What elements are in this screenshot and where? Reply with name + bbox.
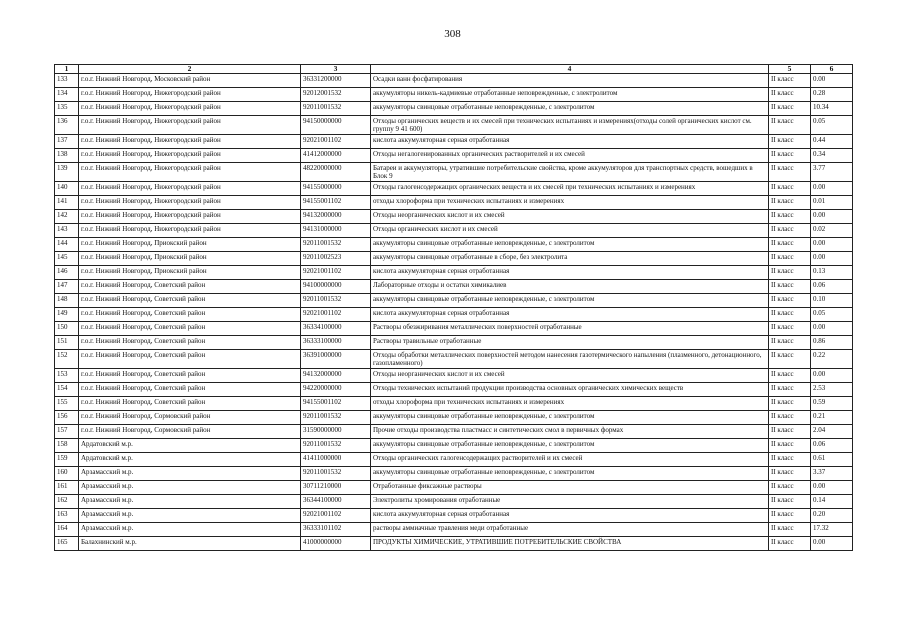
column-header: 1 — [55, 65, 79, 74]
table-row — [55, 210, 853, 224]
code-cell: 94155001102 — [301, 397, 371, 411]
table-row — [55, 294, 853, 308]
column-header: 6 — [811, 65, 853, 74]
hazard-class-cell: II класс — [769, 210, 811, 224]
code-cell: 92011001532 — [301, 294, 371, 308]
row-number-cell: 145 — [55, 252, 79, 266]
amount-cell: 0.00 — [811, 238, 853, 252]
amount-cell: 0.00 — [811, 182, 853, 196]
district-cell: г.о.г. Нижний Новгород, Приокский район — [79, 238, 301, 252]
code-cell: 94132000000 — [301, 369, 371, 383]
hazard-class-cell: II класс — [769, 266, 811, 280]
district-cell: Ардатовский м.р. — [79, 439, 301, 453]
hazard-class-cell: II класс — [769, 135, 811, 149]
waste-name-cell: отходы хлороформа при технических испытаниях и измерениях — [371, 196, 769, 210]
district-cell: г.о.г. Нижний Новгород, Нижегородский район — [79, 116, 301, 135]
hazard-class-cell: II класс — [769, 196, 811, 210]
code-cell: 36331200000 — [301, 74, 371, 88]
table-row — [55, 74, 853, 88]
row-number-cell: 164 — [55, 523, 79, 537]
column-header: 3 — [301, 65, 371, 74]
hazard-class-cell: II класс — [769, 350, 811, 369]
code-cell: 92011002523 — [301, 252, 371, 266]
column-header: 4 — [371, 65, 769, 74]
amount-cell: 0.02 — [811, 224, 853, 238]
amount-cell: 0.13 — [811, 266, 853, 280]
hazard-class-cell: II класс — [769, 322, 811, 336]
code-cell: 36333100000 — [301, 336, 371, 350]
table-row — [55, 149, 853, 163]
hazard-class-cell: II класс — [769, 467, 811, 481]
code-cell: 92021001102 — [301, 308, 371, 322]
district-cell: г.о.г. Нижний Новгород, Нижегородский район — [79, 163, 301, 182]
waste-name-cell: Отходы органических кислот и их смесей — [371, 224, 769, 238]
amount-cell: 0.59 — [811, 397, 853, 411]
waste-table — [54, 64, 853, 551]
district-cell: г.о.г. Нижний Новгород, Сормовский район — [79, 411, 301, 425]
table-row — [55, 467, 853, 481]
code-cell: 94132000000 — [301, 210, 371, 224]
row-number-cell: 142 — [55, 210, 79, 224]
row-number-cell: 137 — [55, 135, 79, 149]
hazard-class-cell: II класс — [769, 149, 811, 163]
hazard-class-cell: II класс — [769, 182, 811, 196]
row-number-cell: 144 — [55, 238, 79, 252]
row-number-cell: 152 — [55, 350, 79, 369]
table-row — [55, 163, 853, 182]
code-cell: 94100000000 — [301, 280, 371, 294]
code-cell: 92021001102 — [301, 135, 371, 149]
amount-cell: 0.14 — [811, 495, 853, 509]
amount-cell: 0.61 — [811, 453, 853, 467]
amount-cell: 2.04 — [811, 425, 853, 439]
waste-name-cell: кислота аккумуляторная серная отработанная — [371, 308, 769, 322]
amount-cell: 0.05 — [811, 308, 853, 322]
row-number-cell: 147 — [55, 280, 79, 294]
amount-cell: 0.34 — [811, 149, 853, 163]
waste-name-cell: Отходы органических галогенсодержащих растворителей и их смесей — [371, 453, 769, 467]
district-cell: г.о.г. Нижний Новгород, Нижегородский район — [79, 210, 301, 224]
table-row — [55, 495, 853, 509]
table-row — [55, 509, 853, 523]
row-number-cell: 163 — [55, 509, 79, 523]
table-row — [55, 383, 853, 397]
hazard-class-cell: II класс — [769, 308, 811, 322]
district-cell: г.о.г. Нижний Новгород, Нижегородский район — [79, 102, 301, 116]
waste-name-cell: аккумуляторы свинцовые отработанные неповрежденные, с электролитом — [371, 467, 769, 481]
row-number-cell: 136 — [55, 116, 79, 135]
waste-name-cell: аккумуляторы свинцовые отработанные неповрежденные, с электролитом — [371, 439, 769, 453]
district-cell: Арзамасский м.р. — [79, 523, 301, 537]
amount-cell: 0.86 — [811, 336, 853, 350]
hazard-class-cell: II класс — [769, 397, 811, 411]
row-number-cell: 148 — [55, 294, 79, 308]
row-number-cell: 141 — [55, 196, 79, 210]
hazard-class-cell: II класс — [769, 280, 811, 294]
amount-cell: 0.01 — [811, 196, 853, 210]
district-cell: Арзамасский м.р. — [79, 495, 301, 509]
amount-cell: 3.37 — [811, 467, 853, 481]
waste-name-cell: аккумуляторы свинцовые отработанные в сборе, без электролита — [371, 252, 769, 266]
table-row — [55, 425, 853, 439]
row-number-cell: 161 — [55, 481, 79, 495]
waste-name-cell: аккумуляторы никель-кадмиевые отработанные неповрежденные, с электролитом — [371, 88, 769, 102]
table-row — [55, 481, 853, 495]
district-cell: г.о.г. Нижний Новгород, Советский район — [79, 397, 301, 411]
amount-cell: 2.53 — [811, 383, 853, 397]
row-number-cell: 156 — [55, 411, 79, 425]
hazard-class-cell: II класс — [769, 509, 811, 523]
hazard-class-cell: II класс — [769, 224, 811, 238]
row-number-cell: 150 — [55, 322, 79, 336]
waste-name-cell: растворы аммиачные травления меди отработанные — [371, 523, 769, 537]
table-row — [55, 182, 853, 196]
amount-cell: 0.21 — [811, 411, 853, 425]
amount-cell: 0.00 — [811, 369, 853, 383]
amount-cell: 0.00 — [811, 481, 853, 495]
waste-name-cell: Отходы галогенсодержащих органических веществ и их смесей при технических испытаниях и измерениях — [371, 182, 769, 196]
code-cell: 94155001102 — [301, 196, 371, 210]
table-row — [55, 439, 853, 453]
district-cell: Ардатовский м.р. — [79, 453, 301, 467]
code-cell: 31590000000 — [301, 425, 371, 439]
code-cell: 92021001102 — [301, 266, 371, 280]
hazard-class-cell: II класс — [769, 238, 811, 252]
row-number-cell: 154 — [55, 383, 79, 397]
row-number-cell: 159 — [55, 453, 79, 467]
hazard-class-cell: II класс — [769, 495, 811, 509]
page-number: 308 — [444, 28, 461, 40]
row-number-cell: 158 — [55, 439, 79, 453]
waste-name-cell: ПРОДУКТЫ ХИМИЧЕСКИЕ, УТРАТИВШИЕ ПОТРЕБИТЕЛЬСКИЕ СВОЙСТВА — [371, 537, 769, 551]
hazard-class-cell: II класс — [769, 116, 811, 135]
waste-name-cell: Отходы неорганических кислот и их смесей — [371, 210, 769, 224]
district-cell: г.о.г. Нижний Новгород, Нижегородский район — [79, 196, 301, 210]
table-row — [55, 369, 853, 383]
code-cell: 36391000000 — [301, 350, 371, 369]
code-cell: 92011001532 — [301, 238, 371, 252]
district-cell: г.о.г. Нижний Новгород, Советский район — [79, 369, 301, 383]
hazard-class-cell: II класс — [769, 383, 811, 397]
amount-cell: 10.34 — [811, 102, 853, 116]
waste-name-cell: кислота аккумуляторная серная отработанная — [371, 509, 769, 523]
row-number-cell: 153 — [55, 369, 79, 383]
code-cell: 41000000000 — [301, 537, 371, 551]
amount-cell: 0.44 — [811, 135, 853, 149]
table-row — [55, 308, 853, 322]
district-cell: г.о.г. Нижний Новгород, Нижегородский район — [79, 149, 301, 163]
table-row — [55, 266, 853, 280]
amount-cell: 3.77 — [811, 163, 853, 182]
row-number-cell: 135 — [55, 102, 79, 116]
district-cell: г.о.г. Нижний Новгород, Советский район — [79, 383, 301, 397]
district-cell: г.о.г. Нижний Новгород, Советский район — [79, 280, 301, 294]
table-header-row — [55, 65, 853, 74]
amount-cell: 0.10 — [811, 294, 853, 308]
table-row — [55, 252, 853, 266]
waste-name-cell: Отходы негалогенированных органических растворителей и их смесей — [371, 149, 769, 163]
table-row — [55, 336, 853, 350]
amount-cell: 0.00 — [811, 322, 853, 336]
waste-name-cell: Отходы обработки металлических поверхностей методом нанесения газотермического напыления (плазменного, детонационного, газопламенного) — [371, 350, 769, 369]
district-cell: г.о.г. Нижний Новгород, Советский район — [79, 336, 301, 350]
hazard-class-cell: II класс — [769, 88, 811, 102]
waste-name-cell: кислота аккумуляторная серная отработанная — [371, 266, 769, 280]
row-number-cell: 146 — [55, 266, 79, 280]
code-cell: 92012001532 — [301, 88, 371, 102]
hazard-class-cell: II класс — [769, 411, 811, 425]
hazard-class-cell: II класс — [769, 481, 811, 495]
amount-cell: 17.32 — [811, 523, 853, 537]
code-cell: 92011001532 — [301, 467, 371, 481]
district-cell: г.о.г. Нижний Новгород, Советский район — [79, 308, 301, 322]
row-number-cell: 162 — [55, 495, 79, 509]
amount-cell: 0.00 — [811, 210, 853, 224]
district-cell: г.о.г. Нижний Новгород, Приокский район — [79, 252, 301, 266]
district-cell: г.о.г. Нижний Новгород, Нижегородский район — [79, 224, 301, 238]
hazard-class-cell: II класс — [769, 102, 811, 116]
code-cell: 36334100000 — [301, 322, 371, 336]
table-row — [55, 116, 853, 135]
code-cell: 36333101102 — [301, 523, 371, 537]
table-row — [55, 135, 853, 149]
amount-cell: 0.22 — [811, 350, 853, 369]
amount-cell: 0.06 — [811, 439, 853, 453]
waste-name-cell: Электролиты хромирования отработанные — [371, 495, 769, 509]
code-cell: 94131000000 — [301, 224, 371, 238]
amount-cell: 0.00 — [811, 252, 853, 266]
waste-name-cell: аккумуляторы свинцовые отработанные неповрежденные, с электролитом — [371, 238, 769, 252]
waste-name-cell: Отходы технических испытаний продукции производства основных органических химических веществ — [371, 383, 769, 397]
hazard-class-cell: II класс — [769, 74, 811, 88]
waste-name-cell: аккумуляторы свинцовые отработанные неповрежденные, с электролитом — [371, 102, 769, 116]
table-row — [55, 350, 853, 369]
hazard-class-cell: II класс — [769, 369, 811, 383]
district-cell: г.о.г. Нижний Новгород, Советский район — [79, 322, 301, 336]
table-row — [55, 537, 853, 551]
code-cell: 92011001532 — [301, 102, 371, 116]
waste-name-cell: Прочие отходы производства пластмасс и синтетических смол в первичных формах — [371, 425, 769, 439]
amount-cell: 0.05 — [811, 116, 853, 135]
table-body — [55, 74, 853, 551]
district-cell: г.о.г. Нижний Новгород, Московский район — [79, 74, 301, 88]
table-row — [55, 102, 853, 116]
row-number-cell: 138 — [55, 149, 79, 163]
code-cell: 48220000000 — [301, 163, 371, 182]
waste-name-cell: Растворы обезжиривания металлических поверхностей отработанные — [371, 322, 769, 336]
amount-cell: 0.00 — [811, 74, 853, 88]
row-number-cell: 133 — [55, 74, 79, 88]
waste-name-cell: отходы хлороформа при технических испытаниях и измерениях — [371, 397, 769, 411]
column-header: 2 — [79, 65, 301, 74]
code-cell: 41412000000 — [301, 149, 371, 163]
table-row — [55, 322, 853, 336]
district-cell: г.о.г. Нижний Новгород, Сормовский район — [79, 425, 301, 439]
district-cell: Арзамасский м.р. — [79, 467, 301, 481]
code-cell: 92011001532 — [301, 411, 371, 425]
table-row — [55, 88, 853, 102]
waste-name-cell: аккумуляторы свинцовые отработанные неповрежденные, с электролитом — [371, 294, 769, 308]
amount-cell: 0.00 — [811, 537, 853, 551]
row-number-cell: 165 — [55, 537, 79, 551]
hazard-class-cell: II класс — [769, 537, 811, 551]
code-cell: 92021001102 — [301, 509, 371, 523]
row-number-cell: 139 — [55, 163, 79, 182]
row-number-cell: 157 — [55, 425, 79, 439]
table-row — [55, 453, 853, 467]
district-cell: г.о.г. Нижний Новгород, Нижегородский район — [79, 135, 301, 149]
waste-name-cell: Батареи и аккумуляторы, утратившие потребительские свойства, кроме аккумуляторов для транспортных средств, вошедших в Блок 9 — [371, 163, 769, 182]
table-row — [55, 196, 853, 210]
row-number-cell: 151 — [55, 336, 79, 350]
waste-name-cell: Растворы травильные отработанные — [371, 336, 769, 350]
hazard-class-cell: II класс — [769, 252, 811, 266]
waste-name-cell: Отработанные фиксажные растворы — [371, 481, 769, 495]
column-header: 5 — [769, 65, 811, 74]
hazard-class-cell: II класс — [769, 439, 811, 453]
waste-name-cell: Отходы неорганических кислот и их смесей — [371, 369, 769, 383]
district-cell: г.о.г. Нижний Новгород, Советский район — [79, 350, 301, 369]
waste-name-cell: Осадки ванн фосфатирования — [371, 74, 769, 88]
hazard-class-cell: II класс — [769, 294, 811, 308]
hazard-class-cell: II класс — [769, 523, 811, 537]
hazard-class-cell: II класс — [769, 336, 811, 350]
table-row — [55, 397, 853, 411]
waste-name-cell: Отходы органических веществ и их смесей при технических испытаниях и измерениях(отходы солей органических кислот см. группу 9 41 600) — [371, 116, 769, 135]
amount-cell: 0.20 — [811, 509, 853, 523]
district-cell: Арзамасский м.р. — [79, 481, 301, 495]
code-cell: 94150000000 — [301, 116, 371, 135]
hazard-class-cell: II класс — [769, 163, 811, 182]
district-cell: Балахнинский м.р. — [79, 537, 301, 551]
row-number-cell: 160 — [55, 467, 79, 481]
code-cell: 30711210000 — [301, 481, 371, 495]
table-row — [55, 238, 853, 252]
district-cell: г.о.г. Нижний Новгород, Советский район — [79, 294, 301, 308]
waste-name-cell: Лабораторные отходы и остатки химикалиев — [371, 280, 769, 294]
code-cell: 92011001532 — [301, 439, 371, 453]
table-row — [55, 224, 853, 238]
code-cell: 41411000000 — [301, 453, 371, 467]
code-cell: 36344100000 — [301, 495, 371, 509]
hazard-class-cell: II класс — [769, 453, 811, 467]
row-number-cell: 149 — [55, 308, 79, 322]
row-number-cell: 155 — [55, 397, 79, 411]
amount-cell: 0.28 — [811, 88, 853, 102]
table-row — [55, 280, 853, 294]
district-cell: г.о.г. Нижний Новгород, Нижегородский район — [79, 88, 301, 102]
table-row — [55, 523, 853, 537]
waste-name-cell: кислота аккумуляторная серная отработанная — [371, 135, 769, 149]
amount-cell: 0.06 — [811, 280, 853, 294]
table-row — [55, 411, 853, 425]
code-cell: 94155000000 — [301, 182, 371, 196]
row-number-cell: 143 — [55, 224, 79, 238]
code-cell: 94220000000 — [301, 383, 371, 397]
hazard-class-cell: II класс — [769, 425, 811, 439]
district-cell: г.о.г. Нижний Новгород, Нижегородский район — [79, 182, 301, 196]
district-cell: Арзамасский м.р. — [79, 509, 301, 523]
district-cell: г.о.г. Нижний Новгород, Приокский район — [79, 266, 301, 280]
row-number-cell: 140 — [55, 182, 79, 196]
row-number-cell: 134 — [55, 88, 79, 102]
waste-name-cell: аккумуляторы свинцовые отработанные неповрежденные, с электролитом — [371, 411, 769, 425]
